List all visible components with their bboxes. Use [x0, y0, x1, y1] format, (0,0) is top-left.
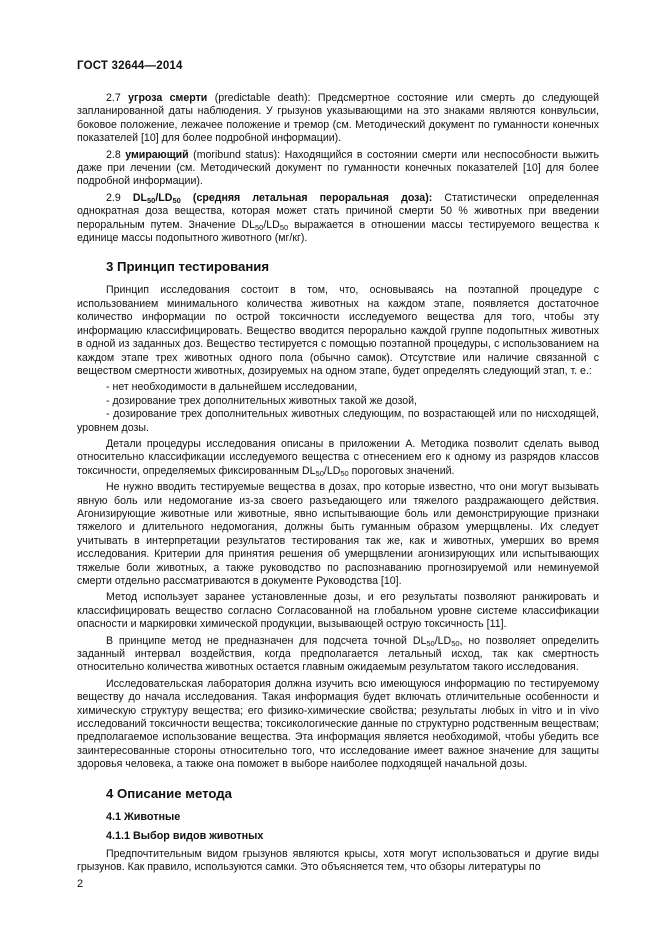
section-3-heading: 3 Принцип тестирования	[106, 259, 270, 275]
subsection-4-1-heading: 4.1 Животные	[106, 810, 181, 823]
paragraph: Не нужно вводить тестируемые вещества в дозах, про которые известно, что они могут вызывать явную боль или недомогание из-за своего разъедающего или тяжелого раздражающего действия. Агонизирующие животные или животные, явно испытывающие боль или демонстрирующие признаки тяжелого и длительного недомогания, должны быть гуманным образом умерщвлены. Их следует учитывать в интерпретации результатов тестирования так же, как и животных, умерших во время исследования. Критерии для принятия решения об умерщвлении агонизирующих или испытывающих тяжелые боли животных, а также руководство по распознаванию прогнозируемой или неминуемой смерти отдельно рассматриваются в документе Руководства [10].	[77, 481, 599, 587]
term: умирающий	[125, 148, 189, 161]
definition-2-9: 2.9 $DL_{50}/LD_{50}$ (средняя летальная пероральная доза): Статистически определенная однократная доза вещества, которая может стать причиной смерти 50 % животных при введении пероральным путем. Значение $DL_{50}/LD_{50}$ выражается в отношении массы тестируемого вещества к единице массы подопытного животного (мг/кг).	[77, 191, 600, 245]
subsection-4-1-1-heading: 4.1.1 Выбор видов животных	[106, 830, 264, 843]
paragraph: В принципе метод не предназначен для подсчета точной $DL_{50}/LD_{50}$, но позволяет определить заданный интервал воздействия, когда предполагается летальный исход, так как смертность относительно количества животных остается главным ожидаемым результатом такого исследования.	[77, 634, 599, 674]
page-number: 2	[77, 878, 84, 890]
paragraph: Принцип исследования состоит в том, что, основываясь на поэтапной процедуре с использованием минимального количества животных на каждом этапе, появляется достаточное количество информации по острой токсичности исследуемого вещества для того, чтобы эту информацию классифицировать. Вещество вводится перорально каждой группе подопытных животных в одной из заданных доз. Вещество тестируется с помощью поэтапной процедуры, с использованием на каждом этапе трех животных одного пола (обычно самок). Отсутствие или наличие связанной с веществом смертности животных, дозируемых на одном этапе, будет определять следующий этап, т. е.:	[77, 284, 599, 377]
paragraph: Предпочтительным видом грызунов являются крысы, хотя могут использоваться и другие виды грызунов. Как правило, используются самки. Это объясняется тем, что обзоры литературы по	[77, 847, 599, 873]
list-item: - нет необходимости в дальнейшем исследовании,	[106, 381, 358, 394]
term: $DL_{50}/LD_{50}$ (средняя летальная пероральная доза):	[132, 191, 433, 205]
paragraph: Метод использует заранее установленные дозы, и его результаты позволяют ранжировать и классифицировать вещество согласно Согласованной на глобальном уровне системе классификации опасности и маркировки химической продукции, вызывающей острую токсичность [11].	[77, 591, 599, 631]
term: угроза смерти	[128, 92, 208, 104]
definition-2-8: 2.8 умирающий (moribund status): Находящийся в состоянии смерти или неспособности выжить даже при лечении (см. Методический документ по гуманности конечных показателей [10] для более подробной информации).	[77, 148, 600, 188]
section-4-heading: 4 Описание метода	[106, 785, 233, 801]
document-body	[77, 92, 599, 877]
paragraph: Исследовательская лаборатория должна изучить всю имеющуюся информацию по тестируемому веществу до начала исследования. Такая информация будет включать отличительные особенности и химическую структуру вещества; его физико-химические свойства; результаты любых in vitro и in vivo исследований токсичности вещества; токсикологические данные по структурно родственным веществам; предполагаемое использование вещества. Эта информация является необходимой, чтобы убедить все заинтересованные стороны относительно того, что исследование имеет важное значение для защиты здоровья человека, а также она поможет в выборе наиболее подходящей начальной дозы.	[77, 677, 599, 771]
definition-2-7: 2.7 угроза смерти (predictable death): Предсмертное состояние или смерть до следующей запланированной даты наблюдения. У грызунов указывающими на это знаками являются конвульсии, боковое положение, лежачее положение и тремор (см. Методический документ по гуманности конечных показателей [10] для более подробной информации).	[77, 92, 600, 145]
paragraph: Детали процедуры исследования описаны в приложении А. Методика позволит сделать вывод относительно классификации исследуемого вещества с отнесением его к одному из разрядов классов токсичности, определяемых фиксированным $DL_{50}/LD_{50}$ пороговых значений.	[77, 437, 599, 478]
list-item: - дозирование трех дополнительных животных следующим, по возрастающей или по нисходящей, уровнем дозы.	[77, 408, 599, 434]
list-item: - дозирование трех дополнительных животных такой же дозой,	[106, 394, 417, 407]
document-header: ГОСТ 32644—2014	[77, 60, 183, 72]
